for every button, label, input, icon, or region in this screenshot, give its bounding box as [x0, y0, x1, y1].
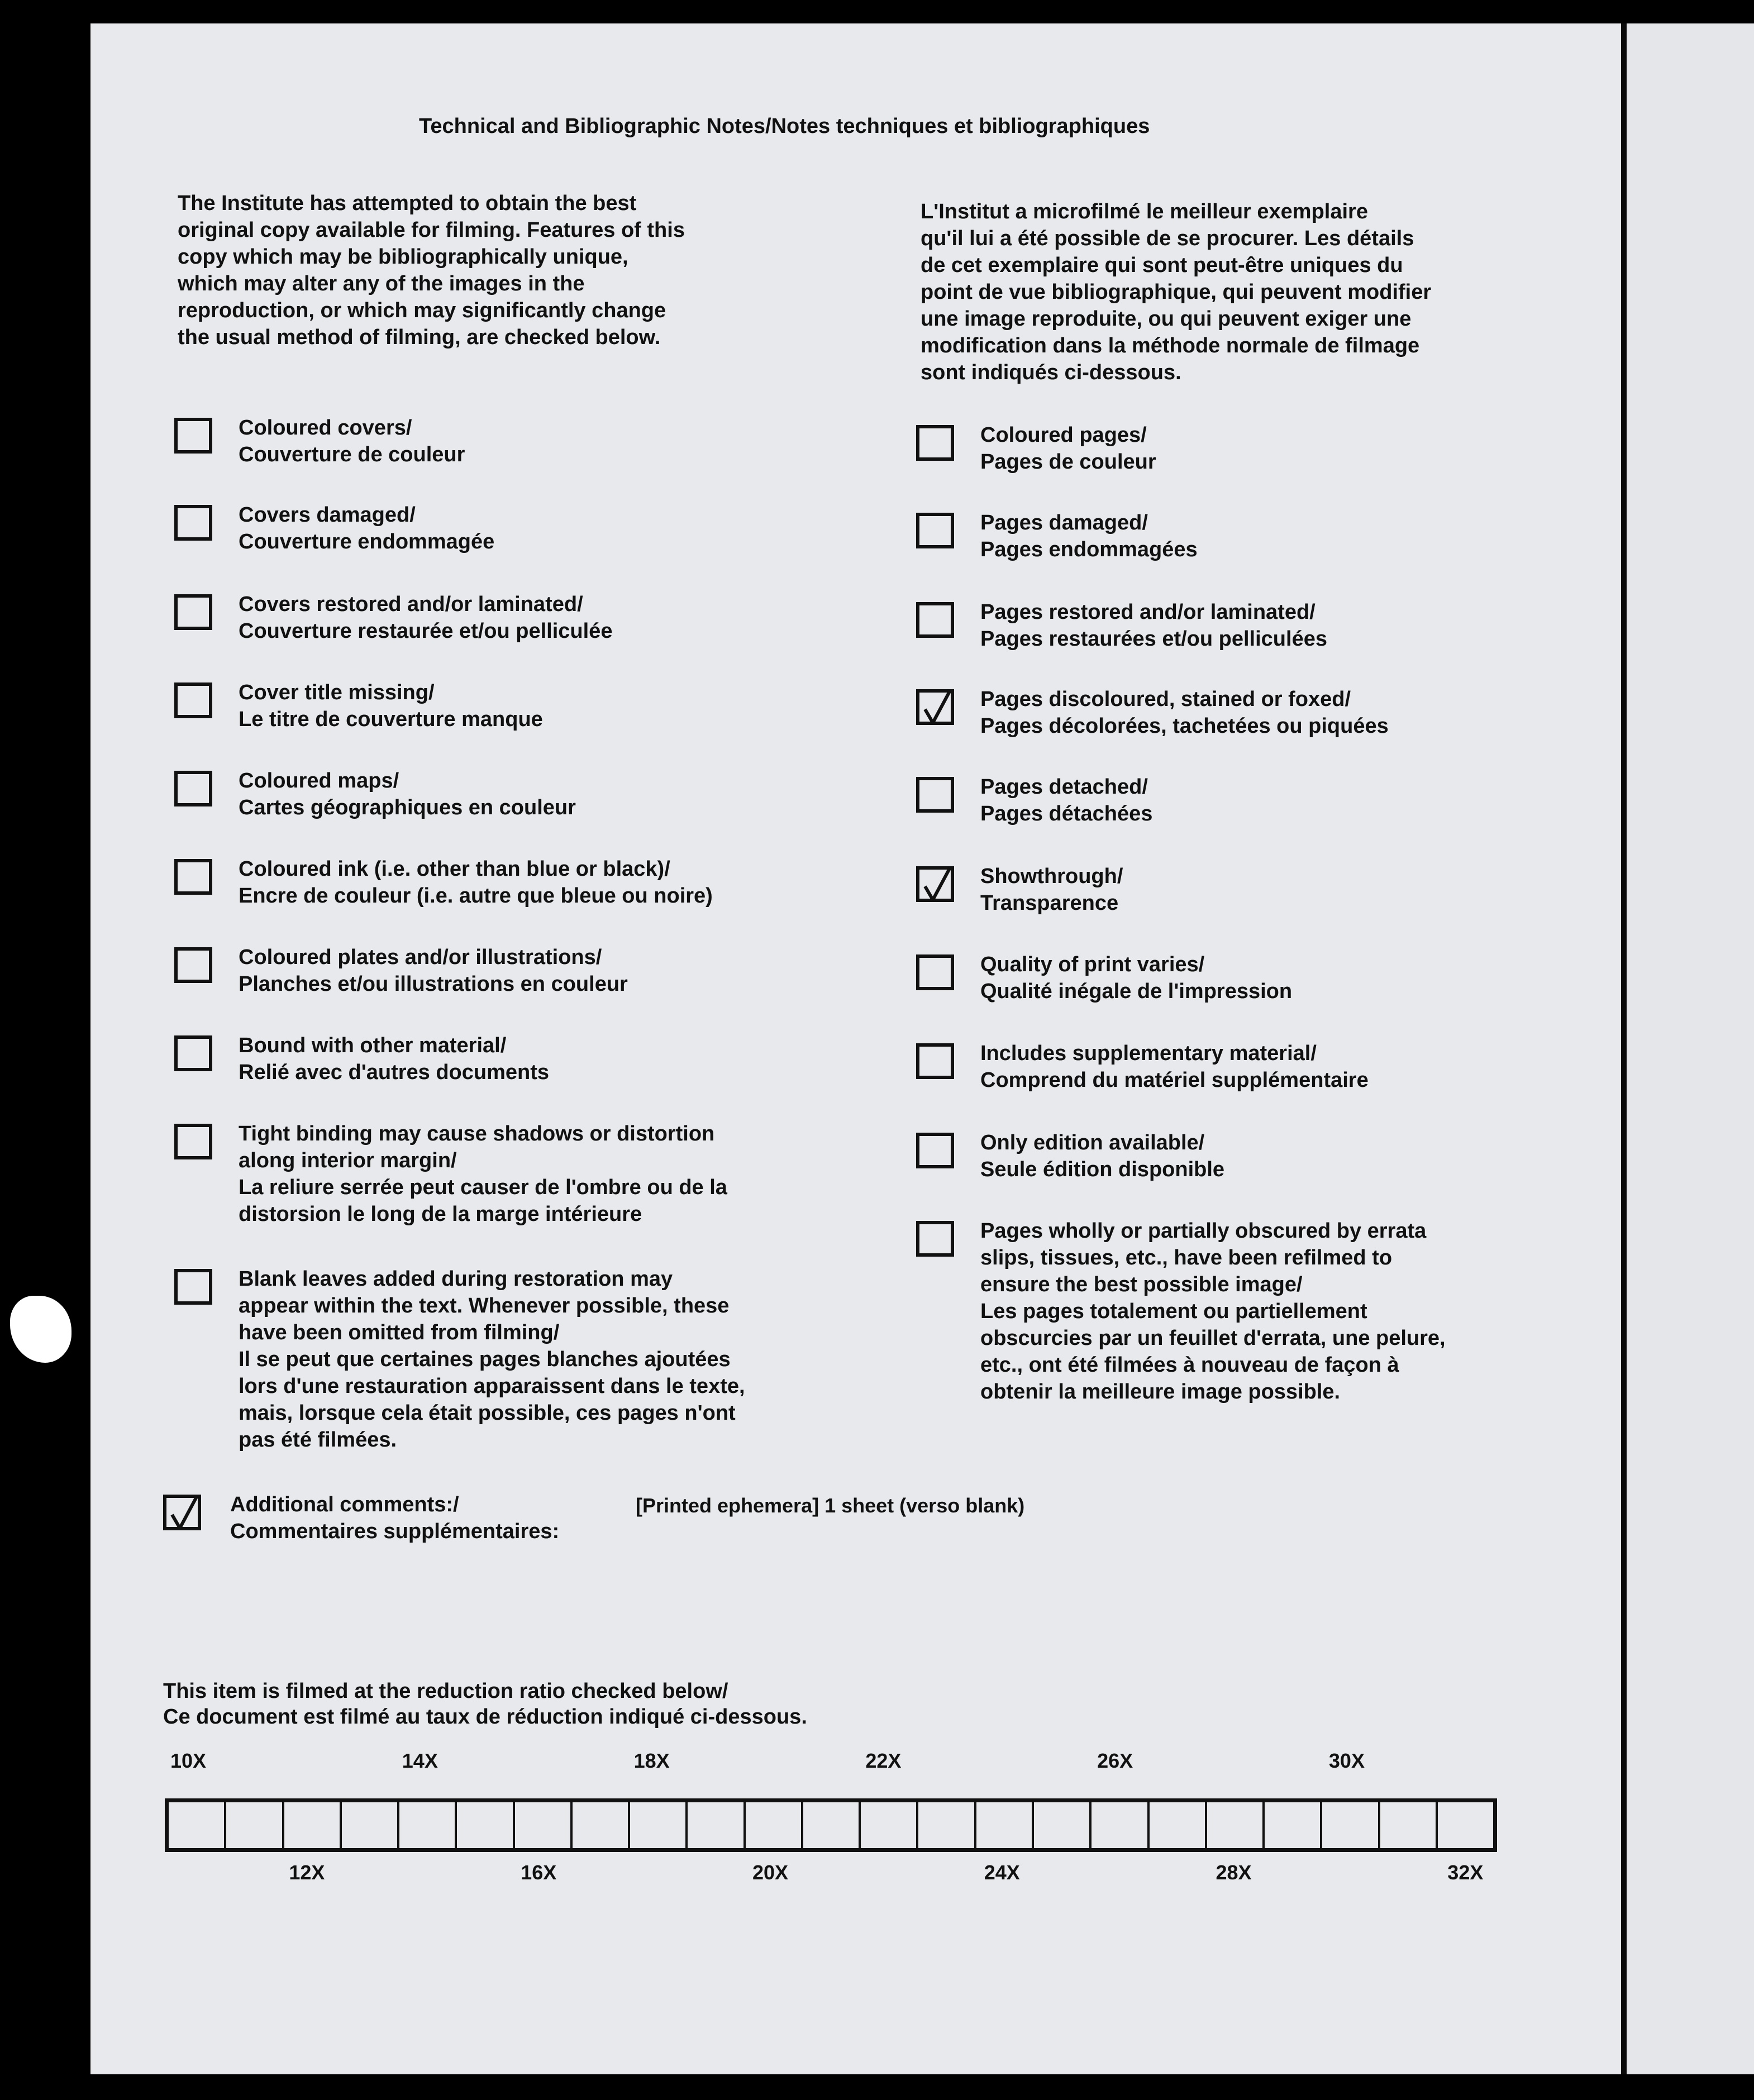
left-item-text: Coloured ink (i.e. other than blue or black)/: [239, 857, 670, 881]
reduction-ratio-cell[interactable]: [342, 1802, 399, 1848]
intro-english: [178, 190, 803, 351]
reduction-bottom-label: 16X: [521, 1861, 557, 1884]
reduction-ratio-cell[interactable]: [1150, 1802, 1207, 1848]
right-checkbox[interactable]: [916, 1221, 954, 1257]
reduction-bottom-label: 32X: [1447, 1861, 1484, 1884]
intro-french: [921, 198, 1546, 386]
reduction-ratio-cell[interactable]: [976, 1802, 1034, 1848]
left-item-text: Le titre de couverture manque: [239, 708, 543, 731]
left-item-text: Coloured maps/: [239, 769, 399, 793]
reduction-ratio-cell[interactable]: [169, 1802, 226, 1848]
right-item-text: Les pages totalement ou partiellement: [980, 1300, 1367, 1323]
left-item-text: Tight binding may cause shadows or distortion: [239, 1122, 715, 1146]
right-checkbox[interactable]: [916, 777, 954, 813]
reduction-ratio-cell[interactable]: [1322, 1802, 1380, 1848]
intro-en-line: original copy available for filming. Features of this: [178, 218, 685, 242]
additional-comments-label: [230, 1491, 559, 1545]
left-item-text: along interior margin/: [239, 1149, 457, 1172]
left-item-label: [239, 679, 543, 733]
left-item-text: Couverture restaurée et/ou pelliculée: [239, 619, 613, 643]
right-item-text: slips, tissues, etc., have been refilmed to: [980, 1246, 1393, 1269]
right-checkbox[interactable]: [916, 425, 954, 461]
reduction-bottom-label: 24X: [984, 1861, 1020, 1884]
reduction-ratio-text: [163, 1678, 807, 1730]
left-item-text: have been omitted from filming/: [239, 1321, 560, 1344]
left-item-label: [239, 1266, 745, 1453]
left-item-text: Bound with other material/: [239, 1034, 507, 1057]
left-checkbox[interactable]: [174, 1124, 212, 1159]
left-item-text: Couverture de couleur: [239, 443, 465, 466]
scan-artifact: [10, 1296, 72, 1363]
reduction-ratio-cell[interactable]: [573, 1802, 630, 1848]
reduction-bottom-label: 12X: [289, 1861, 325, 1884]
adjacent-page-edge: [1627, 23, 1754, 2074]
reduction-ratio-cell[interactable]: [1034, 1802, 1092, 1848]
left-item-text: Coloured covers/: [239, 416, 412, 440]
right-checkbox[interactable]: [916, 866, 954, 902]
reduction-ratio-cell[interactable]: [861, 1802, 918, 1848]
additional-comments-en: Additional comments:/: [230, 1493, 459, 1516]
right-checkbox[interactable]: [916, 689, 954, 725]
left-item-label: [239, 414, 465, 468]
reduction-ratio-cell[interactable]: [515, 1802, 573, 1848]
right-item-label: [980, 1218, 1446, 1405]
left-item-text: Couverture endommagée: [239, 530, 495, 553]
reduction-text-en: This item is filmed at the reduction ratio checked below/: [163, 1679, 728, 1703]
right-item-text: Includes supplementary material/: [980, 1042, 1317, 1065]
reduction-ratio-cell[interactable]: [399, 1802, 457, 1848]
left-checkbox[interactable]: [174, 505, 212, 541]
additional-comments-checkbox[interactable]: [163, 1495, 201, 1530]
additional-comments-value: [Printed ephemera] 1 sheet (verso blank): [636, 1494, 1025, 1517]
right-item-label: [980, 509, 1198, 563]
right-checkbox[interactable]: [916, 1043, 954, 1079]
left-item-text: Blank leaves added during restoration may: [239, 1267, 673, 1291]
page-fold-shadow: [1621, 23, 1627, 2074]
left-item-text: Cartes géographiques en couleur: [239, 796, 576, 819]
intro-en-line: which may alter any of the images in the: [178, 272, 585, 295]
left-item-text: Cover title missing/: [239, 681, 435, 704]
right-item-label: [980, 1129, 1224, 1183]
reduction-ratio-cell[interactable]: [226, 1802, 284, 1848]
left-item-text: La reliure serrée peut causer de l'ombre ou de la: [239, 1176, 727, 1199]
intro-en-line: The Institute has attempted to obtain the best: [178, 192, 637, 215]
left-item-text: Covers restored and/or laminated/: [239, 593, 583, 616]
intro-fr-line: L'Institut a microfilmé le meilleur exemplaire: [921, 200, 1368, 223]
intro-fr-line: sont indiqués ci-dessous.: [921, 361, 1181, 384]
left-item-text: lors d'une restauration apparaissent dans le texte,: [239, 1374, 745, 1398]
reduction-ratio-cell[interactable]: [1438, 1802, 1493, 1848]
right-item-text: Comprend du matériel supplémentaire: [980, 1068, 1369, 1092]
left-item-label: [239, 767, 576, 821]
right-item-text: ensure the best possible image/: [980, 1273, 1303, 1296]
intro-en-line: copy which may be bibliographically unique,: [178, 245, 628, 269]
right-checkbox[interactable]: [916, 954, 954, 990]
right-item-text: Pages détachées: [980, 802, 1153, 825]
left-item-text: Covers damaged/: [239, 503, 416, 527]
right-item-label: [980, 951, 1292, 1005]
right-item-text: Showthrough/: [980, 865, 1123, 888]
right-item-text: obscurcies par un feuillet d'errata, une pelure,: [980, 1326, 1446, 1350]
page-title: Technical and Bibliographic Notes/Notes techniques et bibliographiques: [419, 114, 1150, 138]
right-item-text: Pages wholly or partially obscured by errata: [980, 1219, 1427, 1243]
reduction-bottom-label: 28X: [1216, 1861, 1252, 1884]
left-item-text: Encre de couleur (i.e. autre que bleue ou noire): [239, 884, 713, 908]
left-item-label: [239, 856, 713, 909]
reduction-top-label: 18X: [633, 1749, 670, 1772]
right-item-label: [980, 599, 1327, 652]
right-item-text: Pages endommagées: [980, 538, 1198, 561]
left-item-text: Planches et/ou illustrations en couleur: [239, 972, 628, 996]
reduction-ratio-cell[interactable]: [1207, 1802, 1265, 1848]
reduction-bottom-label: 20X: [752, 1861, 789, 1884]
reduction-ratio-cell[interactable]: [457, 1802, 514, 1848]
reduction-ratio-cell[interactable]: [1092, 1802, 1149, 1848]
reduction-top-label: 14X: [402, 1749, 438, 1772]
right-item-label: [980, 686, 1389, 739]
reduction-top-label: 30X: [1328, 1749, 1365, 1772]
right-checkbox[interactable]: [916, 513, 954, 548]
left-checkbox[interactable]: [174, 947, 212, 983]
left-item-label: [239, 591, 612, 645]
left-item-text: Relié avec d'autres documents: [239, 1061, 550, 1084]
intro-en-line: reproduction, or which may significantly change: [178, 299, 666, 322]
reduction-ratio-cell[interactable]: [630, 1802, 688, 1848]
right-item-label: [980, 774, 1152, 827]
left-item-text: Coloured plates and/or illustrations/: [239, 946, 602, 969]
left-item-text: pas été filmées.: [239, 1428, 397, 1452]
reduction-ratio-cell[interactable]: [1380, 1802, 1438, 1848]
intro-fr-line: modification dans la méthode normale de filmage: [921, 334, 1420, 357]
left-item-text: appear within the text. Whenever possible, these: [239, 1294, 730, 1318]
left-item-text: distorsion le long de la marge intérieure: [239, 1202, 642, 1226]
right-item-text: Pages discoloured, stained or foxed/: [980, 688, 1351, 711]
intro-fr-line: qu'il lui a été possible de se procurer. Les détails: [921, 227, 1414, 250]
intro-en-line: the usual method of filming, are checked below.: [178, 326, 661, 349]
right-item-text: Only edition available/: [980, 1131, 1205, 1154]
reduction-ratio-cell[interactable]: [688, 1802, 745, 1848]
left-checkbox[interactable]: [174, 418, 212, 454]
right-checkbox[interactable]: [916, 602, 954, 638]
reduction-text-fr: Ce document est filmé au taux de réduction indiqué ci-dessous.: [163, 1705, 807, 1729]
right-item-text: Quality of print varies/: [980, 953, 1205, 976]
right-item-text: obtenir la meilleure image possible.: [980, 1380, 1341, 1404]
left-checkbox[interactable]: [174, 771, 212, 806]
right-item-text: Pages décolorées, tachetées ou piquées: [980, 714, 1389, 738]
right-item-text: Qualité inégale de l'impression: [980, 980, 1293, 1003]
left-checkbox[interactable]: [174, 859, 212, 895]
intro-fr-line: une image reproduite, ou qui peuvent exiger une: [921, 307, 1412, 331]
right-item-text: Pages detached/: [980, 775, 1148, 799]
reduction-ratio-cell[interactable]: [1265, 1802, 1322, 1848]
left-checkbox[interactable]: [174, 1035, 212, 1071]
left-item-text: Il se peut que certaines pages blanches ajoutées: [239, 1348, 731, 1371]
reduction-ratio-cell[interactable]: [284, 1802, 342, 1848]
left-checkbox[interactable]: [174, 594, 212, 630]
right-item-text: Pages de couleur: [980, 450, 1156, 474]
intro-fr-line: de cet exemplaire qui sont peut-être uniques du: [921, 254, 1403, 277]
right-item-label: [980, 863, 1123, 917]
reduction-top-label: 22X: [865, 1749, 902, 1772]
left-checkbox[interactable]: [174, 682, 212, 718]
right-item-label: [980, 1040, 1369, 1094]
left-item-label: [239, 1120, 727, 1228]
reduction-ratio-cell[interactable]: [803, 1802, 861, 1848]
reduction-top-label: 10X: [170, 1749, 207, 1772]
left-item-text: mais, lorsque cela était possible, ces pages n'ont: [239, 1401, 736, 1425]
additional-comments-fr: Commentaires supplémentaires:: [230, 1520, 560, 1543]
right-item-text: Coloured pages/: [980, 423, 1147, 447]
left-item-label: [239, 502, 494, 555]
right-item-text: Pages restaurées et/ou pelliculées: [980, 627, 1327, 651]
right-item-text: Seule édition disponible: [980, 1158, 1225, 1181]
right-checkbox[interactable]: [916, 1133, 954, 1168]
reduction-ratio-cell[interactable]: [918, 1802, 976, 1848]
right-item-label: [980, 422, 1156, 475]
right-item-text: Transparence: [980, 891, 1119, 915]
intro-fr-line: point de vue bibliographique, qui peuvent modifier: [921, 280, 1432, 304]
right-item-text: etc., ont été filmées à nouveau de façon à: [980, 1353, 1399, 1377]
reduction-top-label: 26X: [1097, 1749, 1133, 1772]
right-item-text: Pages damaged/: [980, 511, 1148, 534]
right-item-text: Pages restored and/or laminated/: [980, 600, 1316, 624]
reduction-ratio-scale: [165, 1798, 1497, 1852]
left-item-label: [239, 944, 628, 997]
left-item-label: [239, 1032, 549, 1086]
reduction-ratio-cell[interactable]: [746, 1802, 803, 1848]
left-checkbox[interactable]: [174, 1269, 212, 1305]
